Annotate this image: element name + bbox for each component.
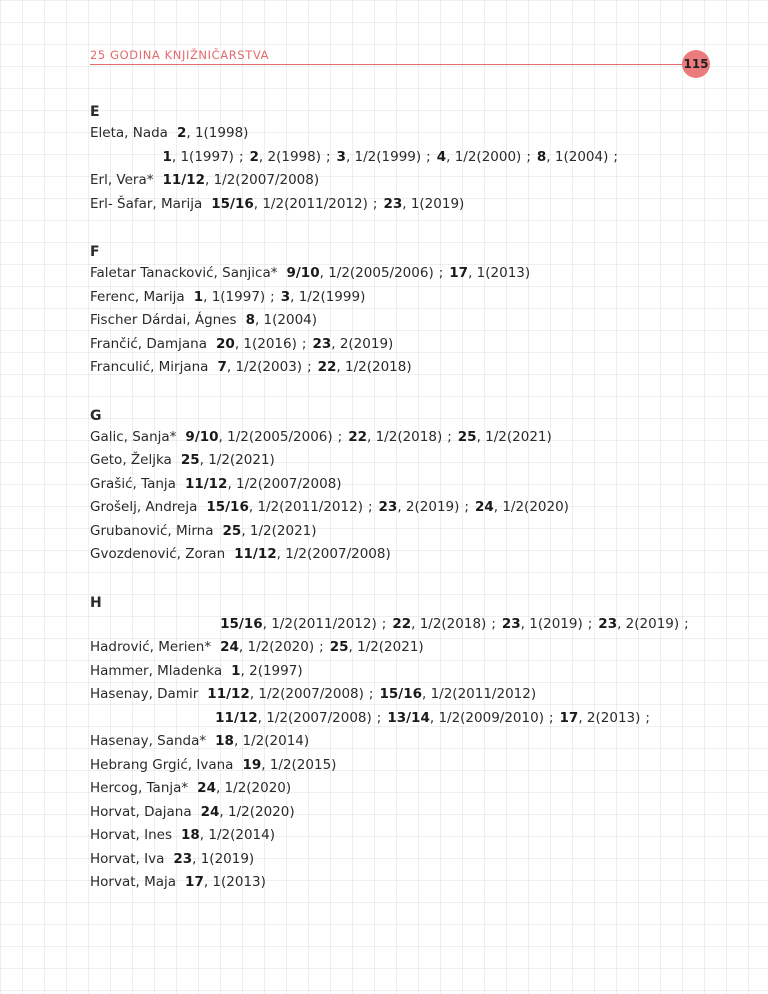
issue-year: , 1/2(2021) xyxy=(476,428,552,445)
section-letter: H xyxy=(90,594,102,611)
volume-number: 9/10 xyxy=(286,265,320,281)
issue-year: , 1(1998) xyxy=(186,125,249,141)
issue-year: , 1(1997) xyxy=(203,288,266,305)
author-entry xyxy=(90,660,730,684)
volume-number: 9/10 xyxy=(185,428,219,445)
issue-year: , 1/2(2007/2008) xyxy=(249,686,364,702)
issue-year: , 1(2004) xyxy=(254,312,318,328)
issue-year: , 1/2(2011/2012) xyxy=(422,686,537,702)
page-header xyxy=(90,46,708,86)
citation xyxy=(215,710,372,726)
volume-number: 23 xyxy=(173,850,193,867)
citation xyxy=(387,710,544,726)
section-letter: G xyxy=(90,407,102,424)
volume-number: 23 xyxy=(312,335,332,352)
citation-line xyxy=(194,286,366,310)
citation xyxy=(502,616,583,632)
issue-year: , 1/2(2005/2006) xyxy=(319,265,434,281)
citation-block xyxy=(201,801,295,825)
citation-block xyxy=(231,660,302,684)
author-entry xyxy=(90,449,730,473)
citation-block xyxy=(286,262,530,286)
volume-number: 11/12 xyxy=(184,475,228,492)
author-entry xyxy=(90,871,730,895)
author-entry xyxy=(90,309,730,333)
author-entry xyxy=(90,683,730,707)
volume-number: 15/16 xyxy=(211,195,254,212)
issue-year: , 2(1997) xyxy=(240,662,303,679)
volume-number: 1 xyxy=(193,288,204,305)
citation-block xyxy=(206,496,569,520)
author-entry xyxy=(90,286,730,310)
volume-number: 25 xyxy=(329,639,349,655)
index-section xyxy=(90,102,730,216)
issue-year: , 1/2(2000) xyxy=(446,148,522,165)
citation xyxy=(330,639,424,655)
issue-year: , 1(2019) xyxy=(402,195,465,212)
citation-line xyxy=(242,754,336,778)
volume-number: 18 xyxy=(215,733,234,749)
citation xyxy=(449,265,530,281)
issue-year: , 1/2(2020) xyxy=(215,780,292,796)
issue-year: , 1(2019) xyxy=(520,615,583,632)
citation xyxy=(194,289,265,305)
issue-year: , 2(1998) xyxy=(258,148,321,165)
citation-block xyxy=(197,777,291,801)
citation-block xyxy=(162,146,623,193)
citation-line xyxy=(246,309,317,333)
citation-block xyxy=(242,754,336,778)
author-name: Horvat, Ines xyxy=(90,827,172,843)
citation-block xyxy=(246,309,317,333)
citation-separator: ; xyxy=(367,499,373,515)
citation-block xyxy=(234,543,391,567)
volume-number: 17 xyxy=(559,709,579,726)
author-entry xyxy=(90,824,730,848)
citation xyxy=(250,149,321,165)
citation xyxy=(348,429,442,445)
citation-separator: ; xyxy=(337,428,343,445)
volume-number: 25 xyxy=(457,428,477,445)
author-name: Grošelj, Andreja xyxy=(90,499,198,515)
issue-year: , 1/2(2007/2008) xyxy=(205,172,320,188)
author-entry xyxy=(90,426,730,450)
entry-list xyxy=(90,262,730,380)
issue-year: , 1/2(2011/2012) xyxy=(248,499,363,515)
author-entry xyxy=(90,777,730,801)
citation-line xyxy=(286,262,530,286)
citation xyxy=(206,499,363,515)
citation xyxy=(220,639,314,655)
issue-year: , 2(2019) xyxy=(331,335,394,352)
citation-line xyxy=(216,333,393,357)
citation-separator: ; xyxy=(319,639,324,655)
issue-year: , 1/2(2020) xyxy=(238,639,315,655)
citation-block xyxy=(185,426,551,450)
citation-block xyxy=(177,122,248,146)
author-name: Erl, Vera* xyxy=(90,172,154,188)
author-entry xyxy=(90,496,730,520)
author-name: Grubanović, Mirna xyxy=(90,522,214,539)
citation xyxy=(312,336,393,352)
issue-year: , 1/2(2011/2012) xyxy=(262,615,377,632)
volume-number: 18 xyxy=(180,827,200,843)
author-entry xyxy=(90,520,730,544)
issue-year: , 2(2019) xyxy=(617,615,680,632)
issue-year: , 1/2(2021) xyxy=(241,522,317,539)
volume-number: 25 xyxy=(222,522,242,539)
citation xyxy=(537,149,608,165)
citation-separator: ; xyxy=(270,288,275,305)
author-entry xyxy=(90,356,730,380)
author-entry xyxy=(90,193,730,217)
citation xyxy=(231,663,302,679)
issue-year: , 1/2(2021) xyxy=(199,452,275,468)
volume-number: 17 xyxy=(185,874,204,890)
citation-line xyxy=(223,520,317,544)
author-name: Horvat, Dajana xyxy=(90,803,192,820)
citation-line xyxy=(162,146,623,170)
citation xyxy=(437,149,522,165)
citation-block xyxy=(220,613,695,660)
citation-line xyxy=(181,449,275,473)
issue-year: , 1(2019) xyxy=(192,850,255,867)
author-name: Franculić, Mirjana xyxy=(90,359,209,375)
volume-number: 2 xyxy=(176,125,187,141)
issue-year: , 1/2(2007/2008) xyxy=(257,709,372,726)
author-name: Hadrović, Merien* xyxy=(90,639,212,655)
citation-line xyxy=(231,660,302,684)
citation-separator: ; xyxy=(438,265,444,281)
citation xyxy=(246,312,317,328)
citation-separator: ; xyxy=(376,709,382,726)
issue-year: , 1/2(2011/2012) xyxy=(253,195,368,212)
author-name: Fischer Dárdai, Ágnes xyxy=(90,312,237,328)
citation-block xyxy=(217,356,411,380)
citation-line xyxy=(177,122,248,146)
citation-line xyxy=(220,613,695,637)
citation xyxy=(475,499,569,515)
volume-number: 22 xyxy=(317,359,337,375)
citation-separator: ; xyxy=(645,709,650,726)
citation xyxy=(379,686,536,702)
citation-separator: ; xyxy=(684,615,689,632)
issue-year: , 2(2019) xyxy=(397,499,460,515)
citation xyxy=(185,476,342,492)
citation-block xyxy=(181,449,275,473)
citation-separator: ; xyxy=(526,148,531,165)
volume-number: 25 xyxy=(180,452,200,468)
citation-line xyxy=(181,824,275,848)
citation-line xyxy=(173,848,254,872)
citation xyxy=(220,616,377,632)
issue-year: , 1/2(2020) xyxy=(219,803,295,820)
citation-separator: ; xyxy=(613,148,618,165)
author-name: Eleta, Nada xyxy=(90,125,168,141)
author-name: Erl- Šafar, Marija xyxy=(90,195,203,212)
citation-separator: ; xyxy=(368,686,374,702)
issue-year: , 1/2(2018) xyxy=(367,428,443,445)
citation xyxy=(216,336,297,352)
citation-block xyxy=(223,520,317,544)
citation-separator: ; xyxy=(464,499,469,515)
author-name: Grašić, Tanja xyxy=(90,475,176,492)
citation-separator: ; xyxy=(301,335,307,352)
volume-number: 11/12 xyxy=(215,709,258,726)
citation xyxy=(201,804,295,820)
running-title: 25 GODINA KNJIŽNIČARSTVA xyxy=(90,48,270,62)
volume-number: 15/16 xyxy=(220,615,263,632)
citation xyxy=(162,149,233,165)
citation xyxy=(181,452,275,468)
citation xyxy=(223,523,317,539)
author-entry xyxy=(90,613,730,660)
citation xyxy=(217,359,302,375)
issue-year: , 1(2013) xyxy=(468,265,531,281)
author-name: Hasenay, Sanda* xyxy=(90,733,207,749)
issue-year: , 1/2(2014) xyxy=(233,733,310,749)
citation-block xyxy=(185,473,342,497)
author-entry xyxy=(90,262,730,286)
citation-line xyxy=(201,801,295,825)
issue-year: , 1(2013) xyxy=(203,874,266,890)
citation-block xyxy=(216,333,393,357)
citation-line xyxy=(206,496,569,520)
issue-year: , 1/2(2015) xyxy=(261,756,337,773)
issue-year: , 1/2(2009/2010) xyxy=(429,709,544,726)
volume-number: 23 xyxy=(501,615,521,632)
citation-line xyxy=(234,543,391,567)
author-entry xyxy=(90,754,730,778)
issue-year: , 1/2(2014) xyxy=(199,827,275,843)
volume-number: 1 xyxy=(162,148,172,165)
author-name: Hebrang Grgić, Ivana xyxy=(90,756,234,773)
issue-year: , 1/2(1999) xyxy=(290,288,366,305)
author-entry xyxy=(90,146,730,193)
citation-line xyxy=(217,356,411,380)
author-entry xyxy=(90,122,730,146)
citation-block xyxy=(207,683,536,707)
citation xyxy=(181,827,275,843)
citation xyxy=(379,499,460,515)
citation-line xyxy=(197,777,291,801)
volume-number: 24 xyxy=(220,639,239,655)
volume-number: 15/16 xyxy=(379,686,422,702)
volume-number: 24 xyxy=(197,780,216,796)
citation-separator: ; xyxy=(372,195,378,212)
author-name: Hasenay, Damir xyxy=(90,686,199,702)
citation-separator: ; xyxy=(491,615,496,632)
entry-list xyxy=(90,426,730,567)
section-letter: F xyxy=(90,244,100,260)
index-section xyxy=(90,593,730,895)
volume-number: 24 xyxy=(474,499,494,515)
citation-line xyxy=(211,193,464,217)
citation-line xyxy=(207,683,536,707)
volume-number: 17 xyxy=(449,265,469,281)
volume-number: 23 xyxy=(378,499,398,515)
issue-year: , 1/2(2018) xyxy=(411,615,487,632)
citation xyxy=(162,172,319,188)
volume-number: 23 xyxy=(383,195,403,212)
citation-block xyxy=(185,871,266,895)
issue-year: , 1/2(2003) xyxy=(226,359,303,375)
citation-separator: ; xyxy=(548,709,554,726)
header-divider xyxy=(90,64,690,65)
entry-list xyxy=(90,122,730,216)
issue-year: , 1(2004) xyxy=(546,148,609,165)
issue-year: , 1(1997) xyxy=(171,148,234,165)
citation xyxy=(598,616,679,632)
citation-separator: ; xyxy=(426,148,431,165)
citation xyxy=(207,686,364,702)
citation xyxy=(185,874,266,890)
citation xyxy=(242,757,336,773)
issue-year: , 1/2(2007/2008) xyxy=(227,475,342,492)
volume-number: 22 xyxy=(348,428,368,445)
volume-number: 24 xyxy=(200,803,220,820)
citation xyxy=(211,196,368,212)
issue-year: , 1/2(2018) xyxy=(336,359,412,375)
citation-line xyxy=(215,730,656,754)
citation xyxy=(318,359,412,375)
citation-separator: ; xyxy=(381,615,387,632)
citation xyxy=(458,429,552,445)
author-entry xyxy=(90,848,730,872)
citation-line xyxy=(162,169,623,193)
citation-line xyxy=(185,473,342,497)
volume-number: 11/12 xyxy=(162,172,205,188)
volume-number: 1 xyxy=(231,662,241,679)
citation-separator: ; xyxy=(447,428,452,445)
citation-separator: ; xyxy=(307,359,312,375)
citation-block xyxy=(173,848,254,872)
citation-block xyxy=(181,824,275,848)
citation-block xyxy=(211,193,464,217)
citation xyxy=(197,780,291,796)
citation xyxy=(234,546,391,562)
citation xyxy=(173,851,254,867)
volume-number: 7 xyxy=(217,359,227,375)
citation xyxy=(337,149,422,165)
issue-year: , 1/2(1999) xyxy=(345,148,422,165)
author-name: Hammer, Mladenka xyxy=(90,662,223,679)
issue-year: , 1/2(2021) xyxy=(348,639,424,655)
citation-separator: ; xyxy=(238,148,244,165)
volume-number: 20 xyxy=(216,335,235,352)
index-section xyxy=(90,242,730,380)
entry-list xyxy=(90,613,730,895)
volume-number: 11/12 xyxy=(207,686,250,702)
citation-block xyxy=(194,286,366,310)
author-entry xyxy=(90,543,730,567)
issue-year: , 1(2016) xyxy=(234,335,297,352)
citation xyxy=(560,710,641,726)
volume-number: 19 xyxy=(242,756,262,773)
volume-number: 8 xyxy=(245,312,255,328)
citation xyxy=(281,289,366,305)
volume-number: 13/14 xyxy=(387,709,430,726)
volume-number: 23 xyxy=(598,615,618,632)
volume-number: 15/16 xyxy=(206,499,249,515)
author-entry xyxy=(90,333,730,357)
issue-year: , 1/2(2007/2008) xyxy=(276,546,391,562)
author-name: Faletar Tanacković, Sanjica* xyxy=(90,265,278,281)
citation xyxy=(215,733,309,749)
citation-line xyxy=(220,636,695,660)
citation-line xyxy=(215,707,656,731)
author-entry xyxy=(90,801,730,825)
volume-number: 3 xyxy=(280,288,291,305)
volume-number: 4 xyxy=(436,148,447,165)
author-name: Gvozdenović, Zoran xyxy=(90,546,226,562)
citation xyxy=(185,429,332,445)
author-name: Galic, Sanja* xyxy=(90,428,177,445)
author-index xyxy=(90,102,730,921)
index-section xyxy=(90,406,730,567)
author-name: Frančić, Damjana xyxy=(90,335,208,352)
citation-separator: ; xyxy=(587,615,593,632)
volume-number: 11/12 xyxy=(234,546,277,562)
volume-number: 22 xyxy=(392,615,412,632)
citation-block xyxy=(215,707,656,754)
issue-year: , 2(2013) xyxy=(578,709,641,726)
author-entry xyxy=(90,473,730,497)
citation-line xyxy=(185,426,551,450)
section-letter: E xyxy=(90,104,100,120)
citation-line xyxy=(185,871,266,895)
author-name: Geto, Željka xyxy=(90,452,172,468)
citation xyxy=(177,125,248,141)
issue-year: , 1/2(2020) xyxy=(493,499,569,515)
author-name: Horvat, Maja xyxy=(90,874,177,890)
author-name: Hercog, Tanja* xyxy=(90,780,189,796)
volume-number: 2 xyxy=(249,148,259,165)
author-name: Ferenc, Marija xyxy=(90,288,185,305)
volume-number: 3 xyxy=(336,148,346,165)
citation-separator: ; xyxy=(325,148,331,165)
author-entry xyxy=(90,707,730,754)
author-name: Horvat, Iva xyxy=(90,850,165,867)
citation xyxy=(392,616,486,632)
page-number-badge: 115 xyxy=(682,50,710,78)
citation xyxy=(286,265,433,281)
issue-year: , 1/2(2005/2006) xyxy=(218,428,333,445)
citation xyxy=(383,196,464,212)
volume-number: 8 xyxy=(536,148,547,165)
